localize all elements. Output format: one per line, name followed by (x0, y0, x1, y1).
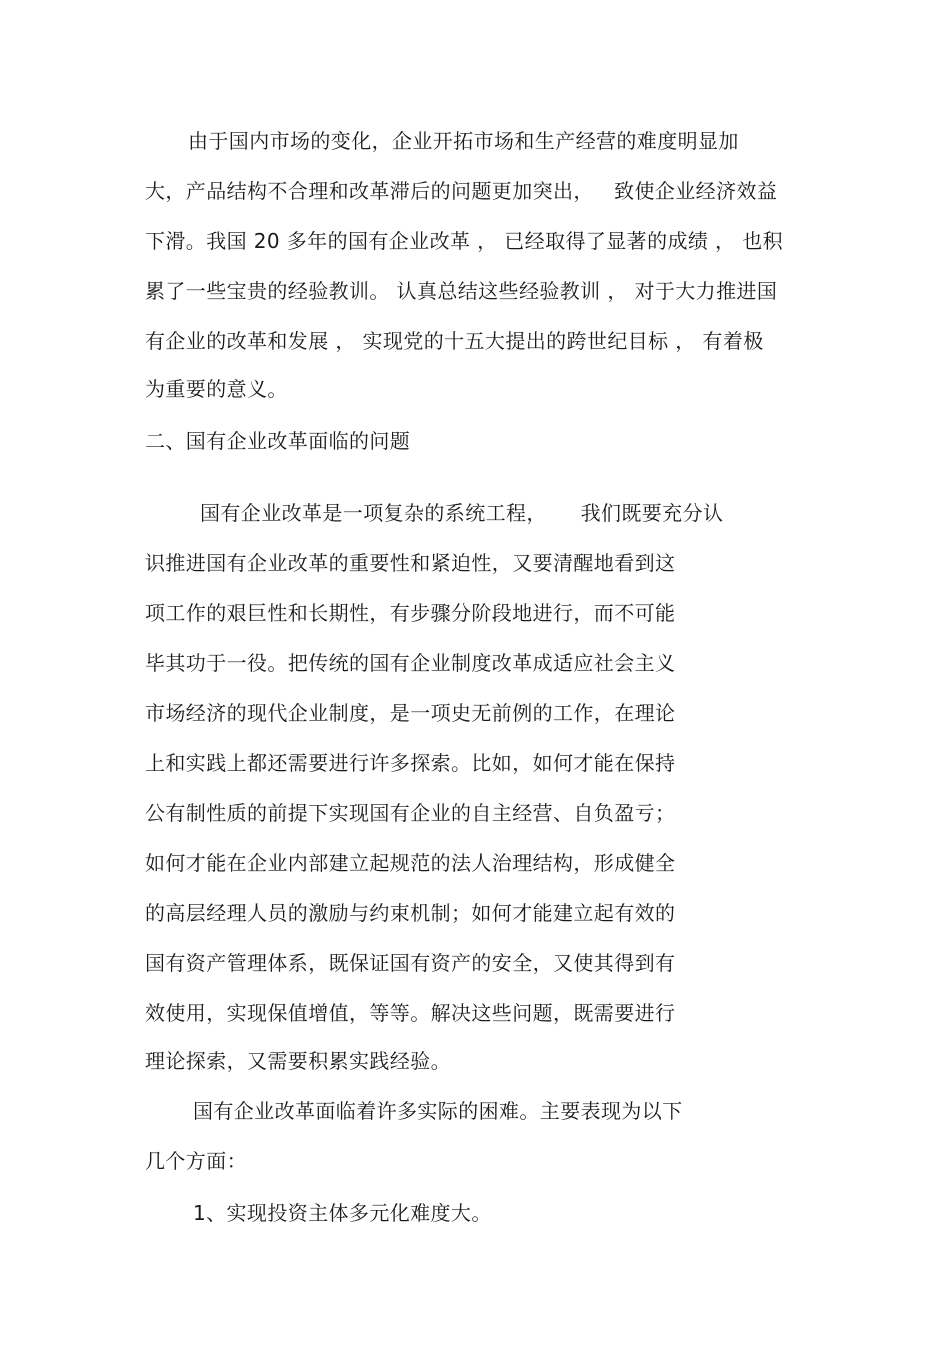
paragraph-2-line-9: 的高层经理人员的激励与约束机制；如何才能建立起有效的 (145, 901, 676, 925)
paragraph-2-line-1: 国有企业改革是一项复杂的系统工程， 我们既要充分认 (200, 501, 724, 525)
paragraph-1-line-4: 累了一些宝贵的经验教训。 认真总结这些经验教训 ， 对于大力推进国 (145, 279, 778, 303)
section-heading: 二、国有企业改革面临的问题 (145, 429, 411, 453)
paragraph-1-line-3: 下滑。我国 20 多年的国有企业改革 ， 已经取得了显著的成绩 ， 也积 (145, 229, 783, 253)
paragraph-2-line-4: 毕其功于一役。把传统的国有企业制度改革成适应社会主义 (145, 651, 676, 675)
paragraph-2-line-7: 公有制性质的前提下实现国有企业的自主经营、自负盈亏； (145, 801, 676, 825)
paragraph-2-line-8: 如何才能在企业内部建立起规范的法人治理结构，形成健全 (145, 851, 676, 875)
paragraph-2-line-3: 项工作的艰巨性和长期性，有步骤分阶段地进行，而不可能 (145, 601, 676, 625)
paragraph-1-line-1: 由于国内市场的变化，企业开拓市场和生产经营的难度明显加 (188, 129, 739, 153)
paragraph-2-line-11: 效使用，实现保值增值，等等。解决这些问题，既需要进行 (145, 1001, 676, 1025)
paragraph-2-line-12: 理论探索，又需要积累实践经验。 (145, 1049, 451, 1073)
paragraph-1-line-6: 为重要的意义。 (145, 377, 288, 401)
paragraph-2-line-6: 上和实践上都还需要进行许多探索。比如，如何才能在保持 (145, 751, 676, 775)
paragraph-1-line-5: 有企业的改革和发展 ， 实现党的十五大提出的跨世纪目标 ， 有着极 (145, 329, 764, 353)
paragraph-3-line-1: 国有企业改革面临着许多实际的困难。主要表现为以下 (193, 1099, 683, 1123)
paragraph-3-line-2: 几个方面： (145, 1149, 247, 1173)
paragraph-2-line-5: 市场经济的现代企业制度，是一项史无前例的工作，在理论 (145, 701, 676, 725)
paragraph-1-line-2: 大，产品结构不合理和改革滞后的问题更加突出， 致使企业经济效益 (145, 179, 778, 203)
paragraph-2-line-10: 国有资产管理体系，既保证国有资产的安全，又使其得到有 (145, 951, 676, 975)
paragraph-2-line-2: 识推进国有企业改革的重要性和紧迫性，又要清醒地看到这 (145, 551, 676, 575)
list-item-1: 1、实现投资主体多元化难度大。 (193, 1201, 492, 1225)
